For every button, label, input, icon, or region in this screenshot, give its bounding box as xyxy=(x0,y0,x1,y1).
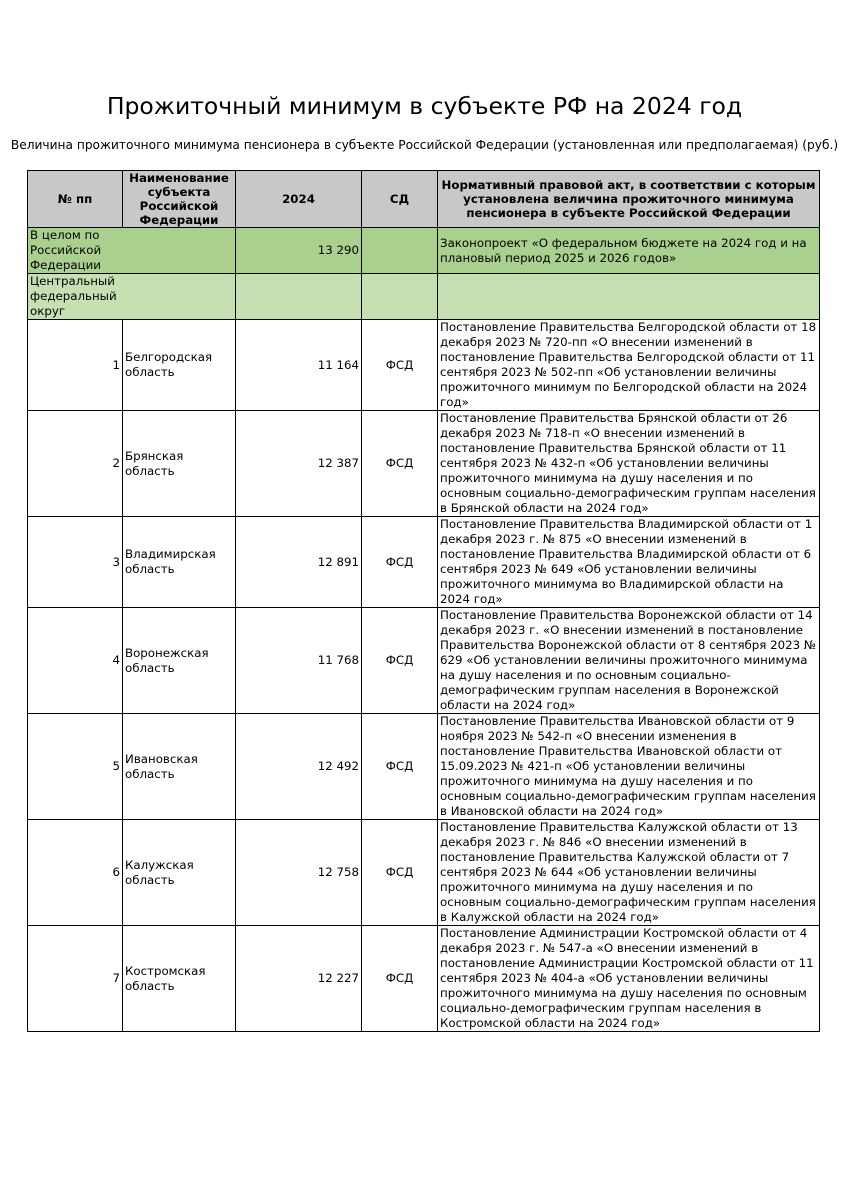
cfo-value xyxy=(236,274,362,320)
row-sd: ФСД xyxy=(362,411,438,517)
table-row xyxy=(28,714,820,820)
row-num: 7 xyxy=(28,926,123,1032)
header-sd: СД xyxy=(362,171,438,228)
row-act: Постановление Правительства Воронежской области от 14 декабря 2023 г. «О внесении изменений в постановление Правительства Воронежской области от 8 сентября 2023 № 629 «Об установлении величины прожиточного минимума на душу населения и по основным социально-демографическим группам населения в Воронежской области на 2024 год» xyxy=(438,608,820,714)
table-row xyxy=(28,517,820,608)
table-row xyxy=(28,926,820,1032)
row-sd: ФСД xyxy=(362,820,438,926)
rf-name: В целом по Российской Федерации xyxy=(28,228,236,274)
table-row xyxy=(28,820,820,926)
row-num: 3 xyxy=(28,517,123,608)
row-value: 11 164 xyxy=(236,320,362,411)
row-name: Калужская область xyxy=(123,820,236,926)
row-act: Постановление Правительства Калужской области от 13 декабря 2023 г. № 846 «О внесении изменений в постановление Правительства Калужской области от 7 сентября 2023 № 644 «Об установлении величины прожиточного минимума на душу населения и по основным социально-демографическим группам населения в Калужской области на 2024 год» xyxy=(438,820,820,926)
table-row-cfo xyxy=(28,274,820,320)
row-name: Брянская область xyxy=(123,411,236,517)
row-sd: ФСД xyxy=(362,517,438,608)
row-value: 11 768 xyxy=(236,608,362,714)
cfo-name: Центральный федеральный округ xyxy=(28,274,236,320)
table-row-rf xyxy=(28,228,820,274)
row-value: 12 891 xyxy=(236,517,362,608)
rf-value: 13 290 xyxy=(236,228,362,274)
table-row xyxy=(28,320,820,411)
row-num: 2 xyxy=(28,411,123,517)
cfo-sd xyxy=(362,274,438,320)
row-name: Владимирская область xyxy=(123,517,236,608)
row-value: 12 758 xyxy=(236,820,362,926)
row-act: Постановление Правительства Брянской области от 26 декабря 2023 № 718-п «О внесении изменений в постановление Правительства Брянской области от 11 сентября 2023 № 432-п «Об установлении величины прожиточного минимума на душу населения и по основным социально-демографическим группам населения в Брянской области на 2024 год» xyxy=(438,411,820,517)
rf-sd xyxy=(362,228,438,274)
page-subtitle: Величина прожиточного минимума пенсионера в субъекте Российской Федерации (установленная или предполагаемая) (руб.) xyxy=(10,138,839,152)
row-act: Постановление Правительства Владимирской области от 1 декабря 2023 г. № 875 «О внесении изменений в постановление Правительства Владимирской области от 6 сентября 2023 № 649 «Об установлении величины прожиточного минимума во Владимирской области на 2024 год» xyxy=(438,517,820,608)
rf-act: Законопроект «О федеральном бюджете на 2024 год и на плановый период 2025 и 2026 годов» xyxy=(438,228,820,274)
header-year: 2024 xyxy=(236,171,362,228)
row-num: 4 xyxy=(28,608,123,714)
row-act: Постановление Правительства Белгородской области от 18 декабря 2023 № 720-пп «О внесении изменений в постановление Правительства Белгородской области от 11 сентября 2023 № 502-пп «Об установлении величины прожиточного минимум по Белгородской области на 2024 год» xyxy=(438,320,820,411)
row-name: Белгородская область xyxy=(123,320,236,411)
row-value: 12 227 xyxy=(236,926,362,1032)
row-name: Костромская область xyxy=(123,926,236,1032)
row-num: 6 xyxy=(28,820,123,926)
header-num: № пп xyxy=(28,171,123,228)
subsistence-table xyxy=(27,170,820,1032)
row-value: 12 387 xyxy=(236,411,362,517)
row-sd: ФСД xyxy=(362,320,438,411)
table-row xyxy=(28,411,820,517)
row-num: 5 xyxy=(28,714,123,820)
row-name: Ивановская область xyxy=(123,714,236,820)
row-sd: ФСД xyxy=(362,926,438,1032)
header-act: Нормативный правовой акт, в соответствии с которым установлена величина прожиточного минимума пенсионера в субъекте Российской Федерации xyxy=(438,171,820,228)
page-title: Прожиточный минимум в субъекте РФ на 2024 год xyxy=(106,92,743,120)
cfo-act xyxy=(438,274,820,320)
row-num: 1 xyxy=(28,320,123,411)
row-sd: ФСД xyxy=(362,608,438,714)
row-value: 12 492 xyxy=(236,714,362,820)
row-sd: ФСД xyxy=(362,714,438,820)
row-act: Постановление Администрации Костромской области от 4 декабря 2023 г. № 547-а «О внесении изменений в постановление Администрации Костромской области от 11 сентября 2023 № 404-а «Об установлении величины прожиточного минимума на душу населения по основным социально-демографическим группам населения в Костромской области на 2024 год» xyxy=(438,926,820,1032)
table-row xyxy=(28,608,820,714)
header-name: Наименование субъекта Российской Федерации xyxy=(123,171,236,228)
row-name: Воронежская область xyxy=(123,608,236,714)
table-header-row xyxy=(28,171,820,228)
row-act: Постановление Правительства Ивановской области от 9 ноября 2023 № 542-п «О внесении изменения в постановление Правительства Ивановской области от 15.09.2023 № 421-п «Об установлении величины прожиточного минимума на душу населения и по основным социально-демографическим группам населения в Ивановской области на 2024 год» xyxy=(438,714,820,820)
